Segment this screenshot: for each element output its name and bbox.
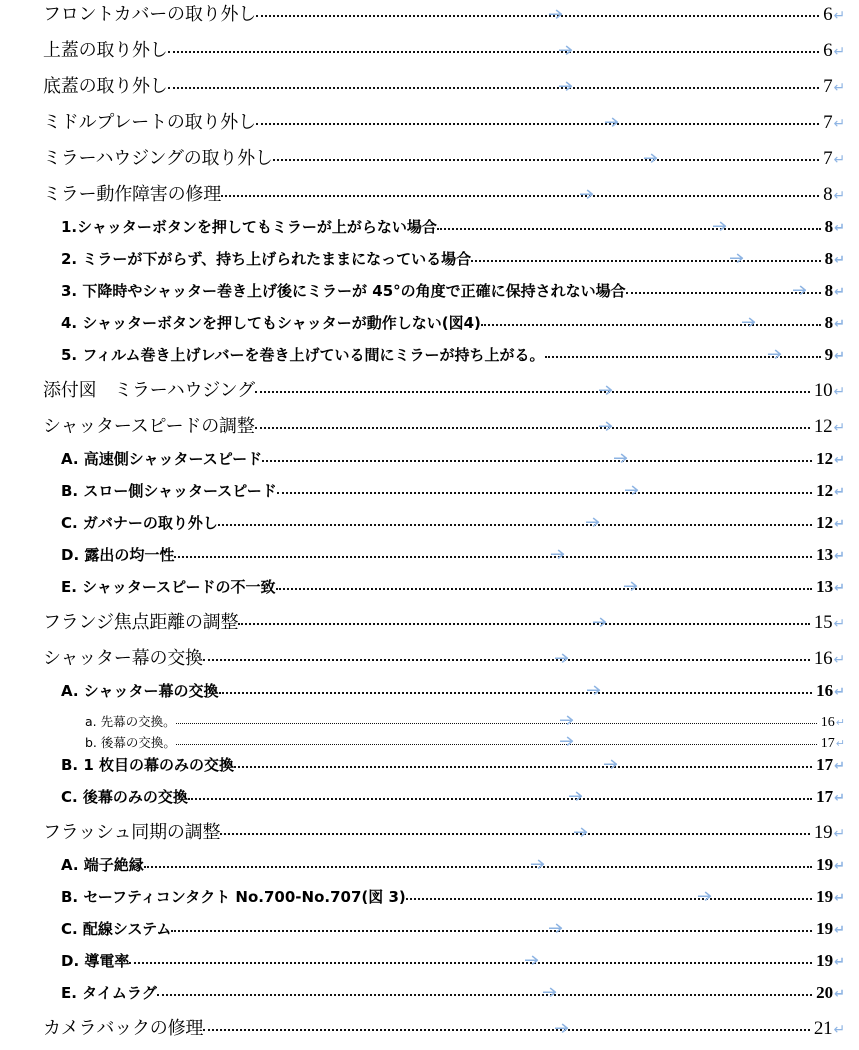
toc-entry-page-number: 6: [823, 40, 833, 61]
paragraph-mark-icon: ↵: [834, 517, 845, 532]
paragraph-mark-icon: ↵: [835, 737, 845, 750]
toc-entry-title: B. セーフティコンタクト No.700-No.707(図 3): [61, 888, 406, 906]
paragraph-mark-icon: ↵: [834, 485, 845, 500]
toc-entry-title: a. 先幕の交換。: [85, 714, 176, 729]
leader-dot-line: [157, 994, 812, 996]
toc-entry-page-number: 7: [823, 76, 833, 97]
toc-entry[interactable]: [0, 918, 859, 950]
toc-entry[interactable]: [0, 982, 859, 1014]
toc-leader-dots: [203, 1015, 810, 1034]
toc-entry[interactable]: [0, 1014, 859, 1050]
toc-leader-dots: [256, 109, 819, 128]
toc-leader-dots: [545, 344, 821, 360]
tab-mark-arrow-icon: [599, 420, 614, 431]
toc-leader-dots: [406, 886, 812, 902]
leader-dot-line: [626, 292, 821, 294]
toc-entry[interactable]: [0, 854, 859, 886]
leader-dot-line: [176, 744, 817, 745]
leader-dot-line: [218, 524, 812, 526]
toc-entry-title: 4. シャッターボタンを押してもシャッターが動作しない(図4): [61, 314, 481, 332]
toc-leader-dots: [273, 145, 819, 164]
toc-leader-dots: [203, 645, 810, 664]
toc-entry[interactable]: [0, 576, 859, 608]
paragraph-mark-icon: ↵: [834, 685, 845, 700]
leader-dot-line: [256, 15, 819, 17]
toc-entry-title: フラッシュ同期の調整: [43, 822, 221, 843]
toc-leader-dots: [277, 480, 812, 496]
toc-leader-dots: [129, 950, 812, 966]
paragraph-mark-icon: ↵: [834, 791, 845, 806]
toc-entry[interactable]: [0, 818, 859, 854]
toc-leader-dots: [626, 280, 821, 296]
leader-dot-line: [471, 260, 820, 262]
leader-dot-line: [234, 766, 812, 768]
toc-entry-title: A. シャッター幕の交換: [61, 682, 219, 700]
toc-entry[interactable]: [0, 72, 859, 108]
toc-entry[interactable]: [0, 480, 859, 512]
paragraph-mark-icon: ↵: [833, 188, 845, 204]
toc-entry[interactable]: [0, 786, 859, 818]
toc-entry-title: 5. フィルム巻き上げレバーを巻き上げている間にミラーが持ち上がる。: [61, 346, 545, 364]
toc-leader-dots: [437, 216, 821, 232]
toc-entry[interactable]: [0, 644, 859, 680]
leader-dot-line: [406, 898, 812, 900]
toc-entry-page-number: 13: [816, 577, 834, 596]
toc-entry[interactable]: [0, 412, 859, 448]
toc-entry-title: シャッタースピードの調整: [43, 416, 255, 437]
tab-mark-arrow-icon: [644, 152, 659, 163]
toc-entry[interactable]: [0, 280, 859, 312]
leader-dot-line: [168, 51, 820, 53]
toc-leader-dots: [481, 312, 821, 328]
toc-entry-title: D. 導電率: [61, 952, 130, 970]
toc-entry[interactable]: [0, 544, 859, 576]
paragraph-mark-icon: ↵: [834, 285, 845, 300]
toc-leader-dots: [157, 982, 812, 998]
toc-entry[interactable]: [0, 144, 859, 180]
toc-entry-page-number: 19: [816, 855, 834, 874]
toc-entry-title: B. 1 枚目の幕のみの交換: [61, 756, 235, 774]
paragraph-mark-icon: ↵: [833, 152, 845, 168]
tab-mark-arrow-icon: [605, 116, 620, 127]
paragraph-mark-icon: ↵: [834, 955, 845, 970]
toc-entry[interactable]: [0, 680, 859, 712]
leader-dot-line: [220, 833, 810, 835]
paragraph-mark-icon: ↵: [834, 349, 845, 364]
paragraph-mark-icon: ↵: [834, 317, 845, 332]
toc-entry-page-number: 17: [820, 736, 835, 751]
toc-entry-page-number: 16: [816, 681, 834, 700]
paragraph-mark-icon: ↵: [835, 716, 845, 729]
paragraph-mark-icon: ↵: [833, 616, 845, 632]
toc-entry-page-number: 7: [823, 112, 833, 133]
toc-entry-title: A. 端子絶縁: [61, 856, 144, 874]
leader-dot-line: [168, 87, 820, 89]
toc-entry-title: 添付図 ミラーハウジング: [43, 380, 255, 401]
leader-dot-line: [188, 798, 812, 800]
toc-entry[interactable]: [0, 108, 859, 144]
toc-entry-page-number: 12: [816, 449, 834, 468]
toc-entry-title: ミラー動作障害の修理: [43, 184, 221, 205]
toc-entry-title: 1.シャッターボタンを押してもミラーが上がらない場合: [61, 218, 437, 236]
toc-leader-dots: [168, 37, 820, 56]
paragraph-mark-icon: ↵: [833, 826, 845, 842]
paragraph-mark-icon: ↵: [834, 549, 845, 564]
toc-entry-title: A. 高速側シャッタースピード: [61, 450, 263, 468]
toc-entry[interactable]: [0, 344, 859, 376]
toc-leader-dots: [221, 181, 819, 200]
paragraph-mark-icon: ↵: [834, 453, 845, 468]
toc-entry[interactable]: [0, 712, 859, 733]
tab-mark-arrow-icon: [559, 44, 574, 55]
toc-entry-page-number: 7: [823, 148, 833, 169]
tab-mark-arrow-icon: [549, 8, 564, 19]
toc-entry-page-number: 8: [823, 184, 833, 205]
leader-dot-line: [219, 692, 813, 694]
leader-dot-line: [203, 1029, 810, 1031]
toc-leader-dots: [176, 734, 817, 747]
leader-dot-line: [129, 962, 812, 964]
toc-entry[interactable]: [0, 448, 859, 480]
leader-dot-line: [238, 623, 810, 625]
tab-mark-arrow-icon: [580, 188, 595, 199]
leader-dot-line: [545, 356, 821, 358]
toc-leader-dots: [262, 448, 812, 464]
toc-entry-page-number: 8: [824, 249, 834, 268]
leader-dot-line: [262, 460, 812, 462]
toc-entry-title: C. 配線システム: [61, 920, 172, 938]
leader-dot-line: [221, 195, 819, 197]
toc-leader-dots: [220, 819, 810, 838]
leader-dot-line: [481, 324, 821, 326]
toc-leader-dots: [171, 918, 812, 934]
paragraph-mark-icon: ↵: [834, 221, 845, 236]
leader-dot-line: [203, 659, 810, 661]
toc-entry-page-number: 17: [816, 787, 834, 806]
leader-dot-line: [255, 391, 810, 393]
paragraph-mark-icon: ↵: [834, 923, 845, 938]
toc-entry-title: D. 露出の均一性: [61, 546, 175, 564]
leader-dot-line: [255, 427, 810, 429]
toc-entry[interactable]: [0, 216, 859, 248]
toc-entry[interactable]: [0, 312, 859, 344]
tab-mark-arrow-icon: [599, 384, 614, 395]
toc-entry-page-number: 19: [816, 951, 834, 970]
leader-dot-line: [437, 228, 821, 230]
toc-entry[interactable]: [0, 886, 859, 918]
toc-leader-dots: [174, 544, 812, 560]
toc-leader-dots: [168, 73, 820, 92]
toc-entry-title: フロントカバーの取り外し: [43, 4, 257, 25]
tab-mark-arrow-icon: [593, 616, 608, 627]
toc-entry[interactable]: [0, 608, 859, 644]
paragraph-mark-icon: ↵: [834, 859, 845, 874]
toc-entry-title: フランジ焦点距離の調整: [43, 612, 239, 633]
tab-mark-arrow-icon: [559, 80, 574, 91]
toc-leader-dots: [144, 854, 812, 870]
leader-dot-line: [256, 123, 819, 125]
toc-entry[interactable]: [0, 754, 859, 786]
leader-dot-line: [176, 723, 817, 724]
toc-leader-dots: [255, 377, 810, 396]
toc-entry-page-number: 6: [823, 4, 833, 25]
toc-entry-title: シャッター幕の交換: [43, 648, 203, 669]
toc-entry-page-number: 12: [816, 481, 834, 500]
paragraph-mark-icon: ↵: [833, 44, 845, 60]
paragraph-mark-icon: ↵: [833, 80, 845, 96]
leader-dot-line: [174, 556, 812, 558]
paragraph-mark-icon: ↵: [833, 8, 845, 24]
toc-entry-title: C. 後幕のみの交換: [61, 788, 188, 806]
leader-dot-line: [273, 159, 819, 161]
toc-entry-page-number: 8: [824, 217, 834, 236]
paragraph-mark-icon: ↵: [834, 987, 845, 1002]
toc-entry-page-number: 12: [813, 416, 833, 437]
toc-leader-dots: [219, 680, 813, 696]
toc-entry-title: 2. ミラーが下がらず、持ち上げられたままになっている場合: [61, 250, 472, 268]
toc-entry[interactable]: [0, 248, 859, 280]
leader-dot-line: [277, 492, 812, 494]
toc-entry-page-number: 16: [820, 715, 835, 730]
toc-entry-page-number: 8: [824, 281, 834, 300]
toc-entry-page-number: 19: [816, 919, 834, 938]
toc-entry-title: カメラバックの修理: [43, 1018, 204, 1039]
tab-mark-arrow-icon: [555, 652, 570, 663]
toc-entry-title: E. タイムラグ: [61, 984, 157, 1002]
paragraph-mark-icon: ↵: [834, 581, 845, 596]
toc-entry-title: E. シャッタースピードの不一致: [61, 578, 276, 596]
toc-entry[interactable]: [0, 0, 859, 36]
paragraph-mark-icon: ↵: [834, 759, 845, 774]
toc-entry-page-number: 13: [816, 545, 834, 564]
toc-leader-dots: [238, 609, 810, 628]
toc-entry-title: 3. 下降時やシャッター巻き上げ後にミラーが 45°の角度で正確に保持されない場合: [61, 282, 626, 300]
toc-entry-page-number: 21: [813, 1018, 833, 1039]
toc-entry-page-number: 16: [813, 648, 833, 669]
toc-entry-title: ミラーハウジングの取り外し: [43, 148, 273, 169]
toc-entry-page-number: 10: [813, 380, 833, 401]
toc-entry-page-number: 17: [816, 755, 834, 774]
toc-entry-page-number: 15: [813, 612, 833, 633]
toc-entry[interactable]: [0, 950, 859, 982]
paragraph-mark-icon: ↵: [833, 1022, 845, 1038]
leader-dot-line: [276, 588, 813, 590]
toc-leader-dots: [234, 754, 812, 770]
toc-entry-title: 底蓋の取り外し: [43, 76, 168, 97]
toc-leader-dots: [471, 248, 820, 264]
toc-leader-dots: [188, 786, 812, 802]
toc-entry-page-number: 8: [824, 313, 834, 332]
toc-leader-dots: [276, 576, 813, 592]
tab-mark-arrow-icon: [574, 826, 589, 837]
toc-entry[interactable]: [0, 733, 859, 754]
paragraph-mark-icon: ↵: [833, 420, 845, 436]
toc-entry-page-number: 20: [816, 983, 834, 1002]
leader-dot-line: [144, 866, 812, 868]
toc-entry[interactable]: [0, 36, 859, 72]
toc-entry[interactable]: [0, 180, 859, 216]
toc-leader-dots: [255, 413, 810, 432]
paragraph-mark-icon: ↵: [834, 891, 845, 906]
leader-dot-line: [171, 930, 812, 932]
toc-entry[interactable]: [0, 512, 859, 544]
toc-entry-page-number: 9: [824, 345, 834, 364]
toc-entry-title: b. 後幕の交換。: [85, 735, 176, 750]
toc-entry-page-number: 19: [813, 822, 833, 843]
toc-entry-page-number: 12: [816, 513, 834, 532]
toc-entry-page-number: 19: [816, 887, 834, 906]
toc-entry-title: B. スロー側シャッタースピード: [61, 482, 277, 500]
toc-leader-dots: [218, 512, 812, 528]
paragraph-mark-icon: ↵: [833, 116, 845, 132]
toc-entry-title: C. ガバナーの取り外し: [61, 514, 218, 532]
paragraph-mark-icon: ↵: [834, 253, 845, 268]
paragraph-mark-icon: ↵: [833, 652, 845, 668]
toc-leader-dots: [256, 1, 819, 20]
paragraph-mark-icon: ↵: [833, 384, 845, 400]
toc-entry-title: 上蓋の取り外し: [43, 40, 168, 61]
toc-entry-title: ミドルプレートの取り外し: [43, 112, 256, 133]
toc-entry[interactable]: [0, 376, 859, 412]
toc-leader-dots: [176, 713, 817, 726]
